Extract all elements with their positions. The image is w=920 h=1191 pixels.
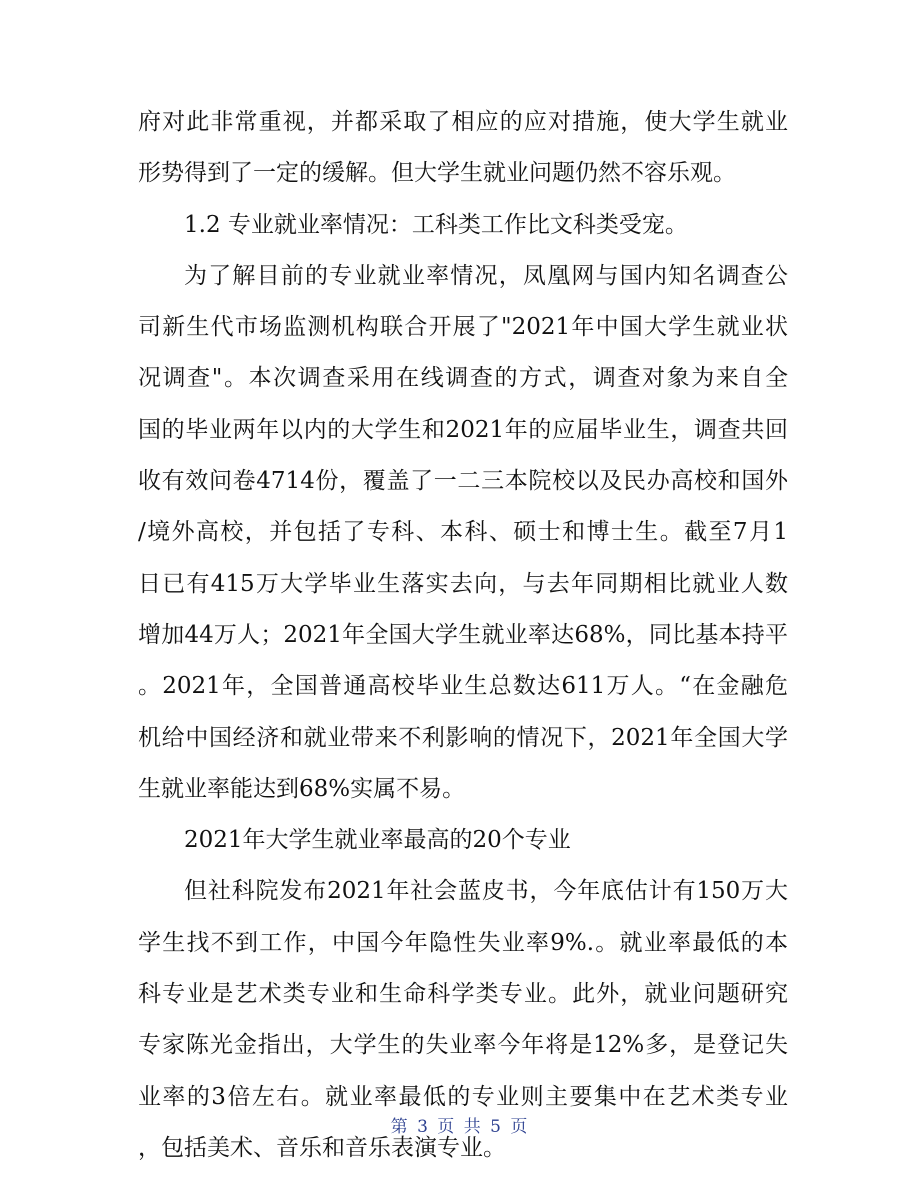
text-line: 府对此非常重视，并都采取了相应的应对措施，使大学生就业 (138, 109, 788, 135)
text-line: 司新生代市场监测机构联合开展了"2021年中国大学生就业状 (138, 314, 788, 341)
text-line: 为了解目前的专业就业率情况，凤凰网与国内知名调查公 (184, 262, 788, 289)
text-line: /境外高校，并包括了专科、本科、硕士和博士生。截至7月1 (138, 519, 788, 546)
subsection-heading: 2021年大学生就业率最高的20个专业 (184, 827, 571, 854)
text-line: 科专业是艺术类专业和生命科学类专业。此外，就业问题研究 (138, 981, 788, 1008)
text-line: 日已有415万大学毕业生落实去向，与去年同期相比就业人数 (138, 570, 788, 597)
text-line: ，包括美术、音乐和音乐表演专业。 (138, 1134, 506, 1161)
text-line: 但社科院发布2021年社会蓝皮书，今年底估计有150万大 (184, 878, 788, 905)
text-line: 收有效问卷4714份，覆盖了一二三本院校以及民办高校和国外 (138, 468, 788, 495)
text-line: 学生找不到工作，中国今年隐性失业率9%.。就业率最低的本 (138, 929, 788, 956)
page-number-footer: 第 3 页 共 5 页 (390, 1117, 530, 1137)
text-line: 生就业率能达到68%实属不易。 (138, 775, 466, 802)
text-line: 。2021年，全国普通高校毕业生总数达611万人。“在金融危 (138, 673, 788, 700)
document-body (138, 97, 788, 1174)
text-line: 况调查"。本次调查采用在线调查的方式，调查对象为来自全 (138, 365, 788, 392)
text-line: 增加44万人；2021年全国大学生就业率达68%，同比基本持平 (138, 621, 788, 648)
section-heading: 1.2 专业就业率情况：工科类工作比文科类受宠。 (184, 211, 688, 238)
text-line: 业率的3倍左右。就业率最低的专业则主要集中在艺术类专业 (138, 1083, 788, 1110)
text-line: 专家陈光金指出，大学生的失业率今年将是12%多，是登记失 (138, 1032, 788, 1059)
text-line: 形势得到了一定的缓解。但大学生就业问题仍然不容乐观。 (138, 160, 736, 187)
text-line: 国的毕业两年以内的大学生和2021年的应届毕业生，调查共回 (138, 416, 788, 443)
text-line: 机给中国经济和就业带来不利影响的情况下，2021年全国大学 (138, 724, 788, 751)
